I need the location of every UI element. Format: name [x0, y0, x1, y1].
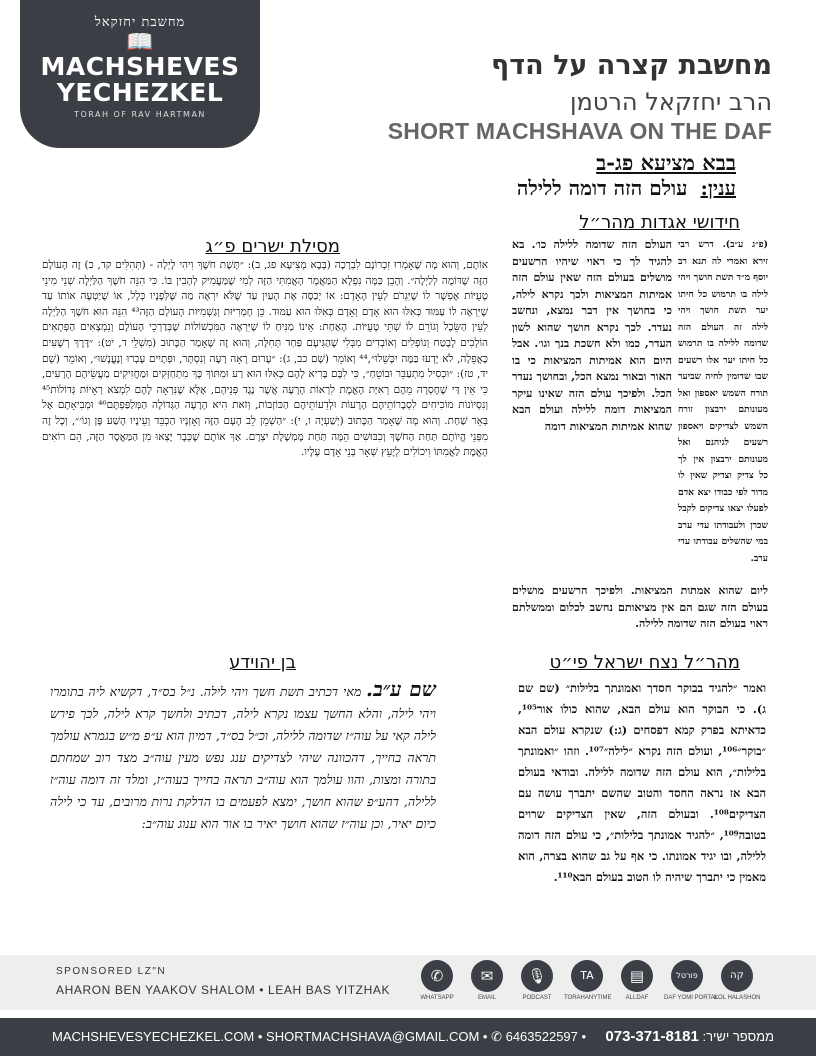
share-label: EMAIL [477, 995, 496, 1001]
sponsor-names: AHARON BEN YAAKOV SHALOM • LEAH BAS YITZHAK [56, 983, 391, 997]
ben-yehoyada-title: בן יהוידע [229, 652, 296, 673]
logo-subtitle: TORAH OF RAV HARTMAN [74, 110, 206, 119]
share-label: KOL HALASHON [714, 995, 761, 1001]
page-title-english: SHORT MACHSHAVA ON THE DAF [387, 118, 772, 144]
netzach-text: בלילות״ (שם שם ג). כי הבוקר הוא עולם הבא, שהוא כולו אור¹⁰⁵, כדאיתא בפרק קמא דפסחים (ג:) שנקרא עולם הבא ״בוקר״¹⁰⁶, ועולם הזה נקרא ״לילה״¹⁰⁷. וזהו ״ואמונתך בלילות״, הוא עולם הזה שדומה ללילה. ובודאי בעולם הבא אז נראה החסד והטוב שהשם יתברך עושה עם הצדיקים¹⁰⁸. ובעולם הזה, שאין הצדיקים שרוים בטובה¹⁰⁹, ״להגיד אמונתך בלילות״, כי עולם הזה דומה ללילה, ובו יגיד אמונתו. כי אף על גב שהוא בצרה, הוא מאמין כי יתברך שיהיה לו הטוב בעולם הבא¹¹⁰. [518, 681, 766, 884]
inyan-text: עולם הזה דומה ללילה [516, 176, 688, 200]
midrash-column-right: העולם הזה שדומה ללילה כו׳. בא להגיד לך כי ראוי שיהיו הרשעים מושלים בעולם הזה שאין עולם הזה אמיתות המציאות ולכך נקרא לילה, כי בחושך אין דבר נמצא, ונחשב נעדר. לכך נקרא חושך שהוא לשון העדר, כמו ולא חשכת בנך וגו׳. אבל היום הוא אמיתות המציאות כי בו האור ובאור נמצא הכל, ובחושך נעדר הכל. ולפיכך עולם הזה שאינו עיקר המציאות דומה ללילה ועולם הבא שהוא אמיתות המציאות דומה [512, 238, 672, 433]
inyan-line [517, 176, 736, 201]
netzach-title: מהר״ל נצח ישראל פי״ט [549, 652, 740, 673]
ben-yehoyada-body [50, 678, 436, 835]
share-alldaf[interactable] [614, 960, 660, 1001]
podcast-icon: 🎙 [521, 960, 553, 992]
whatsapp-icon: ✆ [421, 960, 453, 992]
author-name: הרב יחזקאל הרטמן [569, 88, 772, 116]
torahanytime-icon: TA [571, 960, 603, 992]
midrash-closing: ליום שהוא אמתות המציאות. ולפיכך הרשעים מושלים בעולם הזה שגם הם אין מציאותם נחשב לכלום וממשלתם ראוי בעולם הזה שדומה ללילה. [512, 584, 768, 630]
ben-yehoyada-text: מאי דכתיב תשת חשך ויהי לילה. נ״ל בס״ד, דקשיא ליה בתומרו ויהי לילה, והלא החשך עצמו נקרא לילה, דכתיב ולחשך קרא לילה, לכך פירש לילה קאי על עוה״ז שדומה ללילה, וכ״ל בס״ד, דמיון הוא ע״פ מ״ש בגמרא עולמך תראה בחייך, דהכוונה שיהי לצדיקים ענג נפש מעין עוה״ב מצד רוב שמחתם בתורה ומצות, והוו עולמך הוא עוה״ב תראה בחייך בעוה״ז, ומלד זה דומה עוה״ז ללילה, דהע״פ שהוא חושך, ימצא לפעמים בו הדלקת נרות מרובים, עד כי לילה כיום יאיר, וכן עוה״ז שהוא חושך יאיר בו אור הוא ענוג עוה״ב: [50, 684, 436, 831]
midrash-column-left: (פ״ג ע״ב). דרש רבי זירא ואמרי לה תנא רב יוסף מ״ד תשת חושך ויהי לילה בו תרמוש כל חיתו יער תשת חושך ויהי לילה זה העולם הזה שדומה ללילה בו תרמוש כל חיתו יער אלו רשעים שבו שדומין לחיה שביער תורח השמש יאספון ואל מעונותם ירבצון זורח השמש לצדיקים ויאספון רשעים לגיהנם ואל מעונותם ירבצון אין לך כל צדיק וצדיק שאין לו מדור לפי כבודו יצא אדם לפעלו יצאו צדיקים לקבל שכרן ולעבודתו עדי ערב במי שהשלים עבודתו עדי ערב. [678, 239, 768, 564]
share-label: DAF YOMI PORTAL [664, 995, 719, 1001]
footer-contacts[interactable]: MACHSHEVESYECHEZKEL.COM • SHORTMACHSHAVA@GMAIL.COM • ✆ 6463522597 • [52, 1029, 587, 1044]
footer-direct-number [605, 1028, 774, 1045]
daf-yomi-portal-icon: פורטל [671, 960, 703, 992]
footer-bar [0, 1018, 816, 1056]
share-whatsapp[interactable] [414, 960, 460, 1001]
share-daf-yomi-portal[interactable] [664, 960, 719, 1001]
midrash-title: חידושי אגדות מהר״ל [579, 212, 740, 233]
share-podcast[interactable] [514, 960, 560, 1001]
open-book-icon: 📖 [126, 30, 154, 55]
logo-hebrew: מחשבת יחזקאל [94, 15, 186, 30]
kol-halashon-icon: קה [721, 960, 753, 992]
logo-title-line1: MACHSHEVES [40, 52, 240, 81]
share-torahanytime[interactable] [564, 960, 610, 1001]
inyan-label: ענין: [700, 176, 736, 200]
ben-yehoyada-opening: שם ע״ב. [366, 677, 436, 701]
sponsor-label: SPONSORED LZ"N [56, 966, 167, 977]
share-label: WHATSAPP [420, 995, 454, 1001]
logo [20, 0, 260, 148]
share-kol-halashon[interactable] [714, 960, 760, 1001]
mesilas-text: אוֹתָם, וְהוּא מָה שֶׁאָמְרוּ זִכְרוֹנָם לִבְרָכָה (בָּבָא מְצִיעָא פג, ב): ״תָּשֶׁת חֹשֶׁךְ וִיהִי לָיְלָה - (תְּהִלִּים קד, כ) זֶה הָעוֹלָם הַזֶּה שֶׁדּוֹמֶה לְלַיְלָה״. וְהָבֵן כַּמָּה נִפְלָא הַמַּאֲמָר הָאֲמִתִּי הַזֶּה לְמִי שֶׁמַּעֲמִיק לְהָבִין בּוֹ. כִּי הִנֵּה חֹשֶׁךְ הַלַּיְלָה שְׁנֵי מִינֵי טָעֻיּוֹת אֶפְשָׁר לוֹ שֶׁיִּגְרֹם לְעֵין הָאָדָם: אוֹ יְכַסֶּה אֶת הָעַיִן עַד שֶׁלֹּא יִרְאֶה מַה שֶּׁלְּפָנָיו כְּלָל, אוֹ שֶׁיַּטְעֶה אוֹתוֹ עַד שֶׁיִּרְאֶה לוֹ עַמּוּד כְּאִלּוּ הוּא אָדָם וְאָדָם כְּאִלּוּ הוּא עַמּוּד. כֵּן חָמְרִיּוּת וְגַשְׁמִיּוּת הָעוֹלָם הַזֶּה⁴³ הִנֵּה הוּא חֹשֶׁךְ הַלַּיְלָה לְעֵין הַשֵּׂכֶל וְגוֹרֵם לוֹ שְׁתֵּי טָעֻיּוֹת. הָאַחַת: אֵינוֹ מַנִּיחַ לוֹ שֶׁיִּרְאֶה הַמִּכְשׁוֹלוֹת שֶׁבְּדַרְכֵי הָעוֹלָם וְנִמְצָאִים הַפְּתָאִים הוֹלְכִים לָבֶטַח וְנוֹפְלִים וְאוֹבְדִים מִבְּלִי שֶׁהַגִּיעָם פַּחַד תְּחִלָּה, וְהוּא זֶה שֶׁאָמַר הַכָּתוּב (מִשְׁלֵי ד, יט): ״דֶּרֶךְ רְשָׁעִים כָּאֲפֵלָה, לֹא יָדְעוּ בַּמֶּה יִכָּשֵׁלוּ״,⁴⁴ וְאוֹמֵר (שָׁם כב, ג): ״עָרוּם רָאָה רָעָה וְנִסְתָּר, וּפְתָיִים עָבְרוּ וְנֶעֱנָשׁוּ״, וְאוֹמֵר (שָׁם יד, טז): ״וּכְסִיל מִתְעַבֵּר וּבוֹטֵחַ״, כִּי לִבָּם בָּרִיא לָהֶם כְּאִלּוּ הוּא רַע וּמִתּוֹךְ כָּךְ מִתְחַזְּקִים וּמַחֲזִיקִים מַעֲשֵׂיהֶם הָרָעִים, כִּי אֵין דַּי שֶׁחֶסְרָה מֵהֶם רְאִיַּת הָאֱמֶת לִרְאוֹת הָרָעָה אֲשֶׁר נֶגֶד פְּנֵיהֶם, אֶלָּא שֶׁנִּרְאָה לָהֶם לִמְצֹא רְאָיוֹת גְּדוֹלוֹת⁴⁵ וְנִסְיוֹנוֹת מוֹכִיחִים לִסְבָרוֹתֵיהֶם הָרָעוֹת וּלְדֵעוֹתֵיהֶם הַכּוֹזְבוֹת, וְזֹאת הִיא הָרָעָה הַגְּדוֹלָה הַמְּלַפַּפְתָּם⁴⁶ וּמְבִיאָתָם אֶל בְּאֵר שַׁחַת. וְהוּא מָה שֶׁאָמַר הַכָּתוּב (יְשַׁעְיָה ו, י): ״הַשְׁמֵן לֵב הָעָם הַזֶּה וְאָזְנָיו הַכְבֵּד וְעֵינָיו הָשַׁע פֶּן וְגוֹ׳״, וְכָל זֶה מִפְּנֵי הֱיוֹתָם תַּחַת הַחֹשֶׁךְ וְכִבּוּשִׁים הֵמָּה תַּחַת מֶמְשֶׁלֶת יִצְרָם. אַךְ אוֹתָם שֶׁכְּבָר יָצְאוּ מִן הַמַּאֲסָר הַזֶּה, הֵם רוֹאִים הָאֱמֶת לַאֲמִתּוֹ וִיכוֹלִים לְיָעֵץ שְׁאָר בְּנֵי אָדָם עָלָיו. [42, 259, 489, 459]
mesilas-title: מסילת ישרים פ״ג [205, 236, 340, 257]
share-label: PODCAST [522, 995, 552, 1001]
alldaf-icon: ▤ [621, 960, 653, 992]
share-icons [414, 960, 812, 1010]
netzach-body [518, 678, 766, 888]
footer-number[interactable]: 073-371-8181 [605, 1028, 699, 1045]
email-icon: ✉ [471, 960, 503, 992]
share-email[interactable] [464, 960, 510, 1001]
logo-title-line2: YECHEZKEL [56, 78, 224, 107]
page-title-hebrew: מחשבת קצרה על הדף [491, 50, 772, 81]
netzach-opening: ואמר ״להגיד בבוקר חסדך ואמונתך [605, 681, 767, 695]
masechta-reference: בבא מציעא פג-ב [596, 150, 736, 175]
share-label: ALLDAF [625, 995, 649, 1001]
share-label: TORAHANYTIME [564, 995, 612, 1001]
footer-number-label: ממספר ישיר: [702, 1029, 774, 1044]
